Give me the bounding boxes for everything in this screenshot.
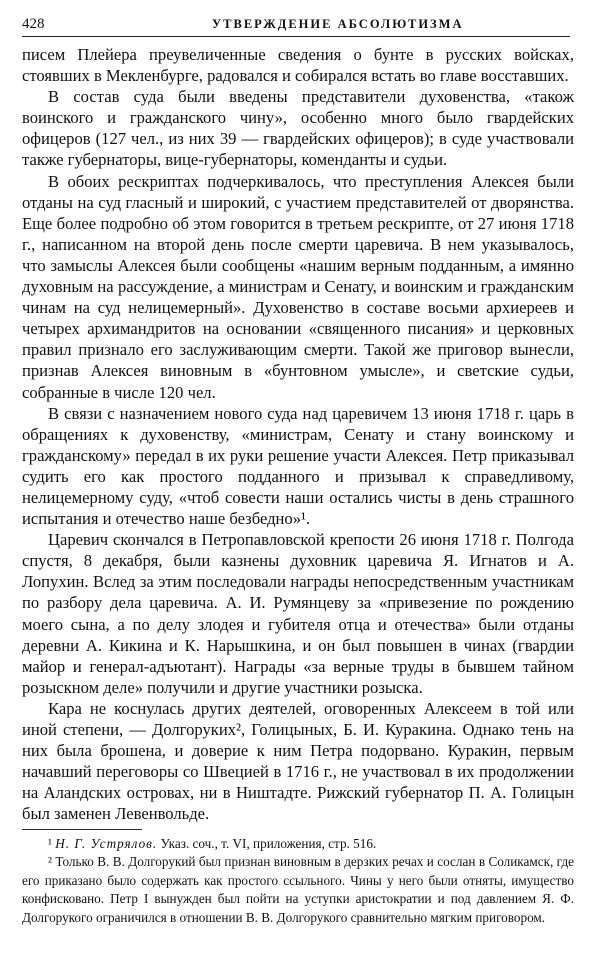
- paragraph: Кара не коснулась других деятелей, оговоренных Алексеем в той или иной степени, — Долгоруких², Голицыных, Б. И. Куракина. Однако тень на них была брошена, и доверие к ним Петра подорвано. Куракин, первым начавший переговоры со Швецией в 1716 г., не участвовал в их продолжении на Аландских островах, ни в Ништадте. Рижский губернатор П. А. Голицын был заменен Левенвольде.: [22, 698, 574, 824]
- footnote-marker: ²: [48, 854, 52, 870]
- footnote-author: Н. Г. Устрялов.: [55, 836, 158, 851]
- footnote-text: Только В. В. Долгорукий был признан виновным в дерзких речах и сослан в Соликамск, где его приказано было содержать как простого ссыльного. Чины у него были отняты, имущество конфисковано. Петр I вынужден был пойти на уступки аристократии и под давлением Я. Ф. Долгорукого ограничился в отношении В. В. Долгорукого сравнительно мягким приговором.: [22, 854, 575, 925]
- page-number: 428: [22, 16, 45, 32]
- footnote-text: Указ. соч., т. VI, приложения, стр. 516.: [160, 836, 377, 851]
- footnote: [22, 835, 574, 853]
- paragraph: Царевич скончался в Петропавловской крепости 26 июня 1718 г. Полгода спустя, 8 декабря, были казнены духовник царевича Я. Игнатов и А. Лопухин. Вслед за этим последовали награды непосредственным участникам по разбору дела царевича. А. И. Румянцеву за «привезение по рождению моего сына, а по делу злодея и губителя отца и отечества» были отданы деревни А. Кикина и К. Нарышкина, и он был повышен в чинах (гвардии майор и генерал-адъютант). Награды «за верные труды в бывшем тайном розыскном деле» получили и другие участники розыска.: [22, 530, 574, 697]
- running-head: УТВЕРЖДЕНИЕ АБСОЛЮТИЗМА: [212, 17, 464, 31]
- footnote-marker: ¹: [48, 836, 52, 851]
- footnote: [22, 853, 574, 927]
- paragraph: В обоих рескриптах подчеркивалось, что преступления Алексея были отданы на суд гласный и широкий, с участием представителей от дворянства. Еще более подробно об этом говорится в третьем рескрипте, от 27 июня 1718 г., написанном на второй день после смерти царевича. В нем указывалось, что замыслы Алексея были сообщены «нашим верным подданным, а имянно духовным на рассуждение, а министрам и Сенату, и воинским и гражданским чинам на суд нелицемерный». Духовенство в составе восьми архиереев и четырех архимандритов на основании «священного писания» и церковных правил признало его заслуживающим смерти. Такой же приговор вынесли, признав Алексея виновным в «бунтовном умысле», и светские судьи, собранные в числе 120 чел.: [22, 171, 574, 402]
- paragraph: писем Плейера преувеличенные сведения о бунте в русских войсках, стоявших в Мекленбурге, радовался и собирался встать во главе восставших.: [22, 45, 574, 86]
- paragraph: В состав суда были введены представители духовенства, «також воинского и гражданского чину», особенно много было гвардейских офицеров (127 чел., из них 39 — гвардейских офицеров); в суде участвовали также губернаторы, вице-губернаторы, коменданты и судьи.: [22, 87, 574, 170]
- page-header: [22, 14, 570, 37]
- footnote-divider: [22, 829, 142, 830]
- footnotes: [22, 835, 574, 927]
- main-text: [22, 44, 574, 824]
- paragraph: В связи с назначением нового суда над царевичем 13 июня 1718 г. царь в обращениях к духовенству, «министрам, Сенату и стану воинскому и гражданскому» передал в их руки решение участи Алексея. Петр приказывал судить его как простого подданного и призывал к справедливому, нелицемерному суду, «чтоб совести наши остались чисты в день страшного испытания и отечество наше безбедно»¹.: [22, 403, 574, 529]
